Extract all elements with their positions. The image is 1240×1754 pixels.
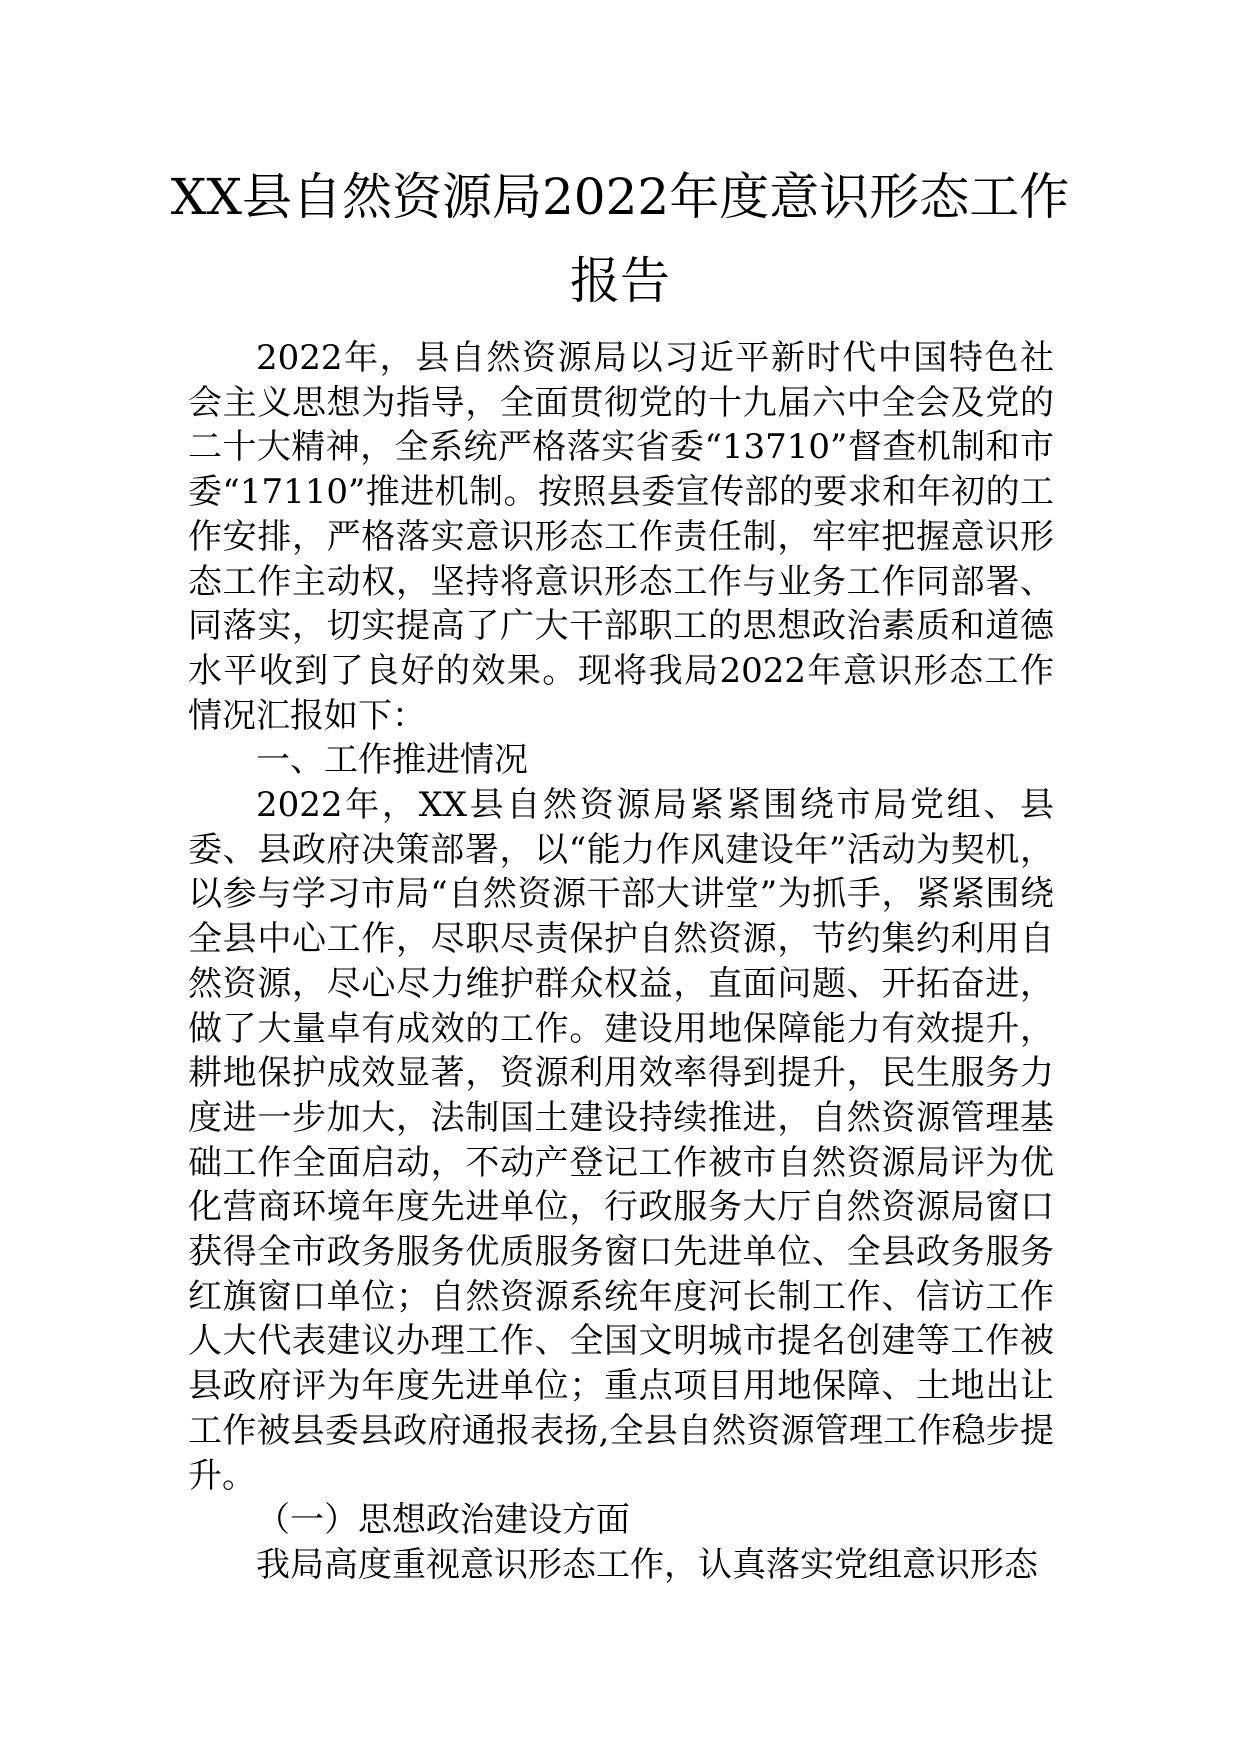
document-body [188,336,1054,1588]
document-title: XX县自然资源局2022年度意识形态工作报告 [170,168,1070,310]
paragraph-work-progress: 2022年，XX县自然资源局紧紧围绕市局党组、县委、县政府决策部署，以“能力作风建设年”活动为契机，以参与学习市局“自然资源干部大讲堂”为抓手，紧紧围绕全县中心工作，尽职尽责保护自然资源，节约集约利用自然资源，尽心尽力维护群众权益，直面问题、开拓奋进，做了大量卓有成效的工作。建设用地保障能力有效提升，耕地保护成效显著，资源利用效率得到提升，民生服务力度进一步加大，法制国土建设持续推进，自然资源管理基础工作全面启动，不动产登记工作被市自然资源局评为优化营商环境年度先进单位，行政服务大厅自然资源局窗口获得全市政务服务优质服务窗口先进单位、全县政务服务红旗窗口单位；自然资源系统年度河长制工作、信访工作人大代表建议办理工作、全国文明城市提名创建等工作被县政府评为年度先进单位；重点项目用地保障、土地出让工作被县委县政府通报表扬,全县自然资源管理工作稳步提升。 [188,785,1054,1496]
subsection-heading-ideology: （一）思想政治建设方面 [256,1500,630,1541]
paragraph-intro: 2022年，县自然资源局以习近平新时代中国特色社会主义思想为指导，全面贯彻党的十九届六中全会及党的二十大精神，全系统严格落实省委“13710”督查机制和市委“17110”推进机制。按照县委宣传部的要求和年初的工作安排，严格落实意识形态工作责任制，牢牢把握意识形态工作主动权，坚持将意识形态工作与业务工作同部署、同落实，切实提高了广大干部职工的思想政治素质和道德水平收到了良好的效果。现将我局2022年意识形态工作情况汇报如下： [188,338,1054,736]
section-heading-work-progress: 一、工作推进情况 [256,740,528,781]
paragraph-ideology: 我局高度重视意识形态工作，认真落实党组意识形态 [256,1544,1038,1585]
